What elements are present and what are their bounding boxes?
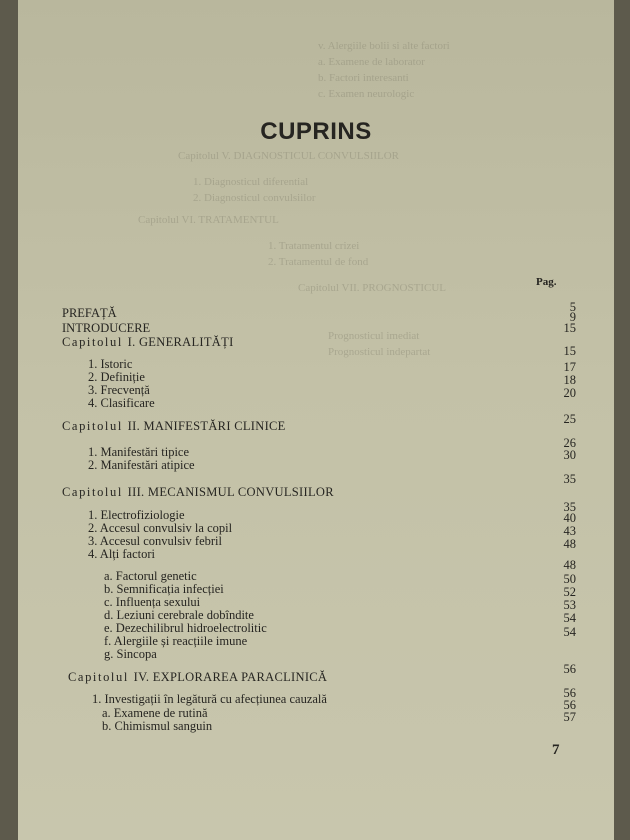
toc-row: 4. Alți factori xyxy=(88,547,155,561)
toc-row: 2. Definiție 18 xyxy=(88,370,576,387)
toc-row: 4. Clasificare xyxy=(88,396,155,410)
ghost-text: b. Factori interesanti xyxy=(318,72,409,84)
toc-row: 35 xyxy=(563,500,576,514)
toc-row: f. Alergiile și reacțiile imune xyxy=(104,634,248,648)
toc-row: 35 xyxy=(563,472,576,486)
toc-row: 3. Accesul convulsiv febril 48 xyxy=(88,534,576,551)
toc-row: 1. Istoric 17 xyxy=(88,357,576,374)
ghost-text: 1. Tratamentul crizei xyxy=(268,240,360,252)
toc-row-chapter-4: Capitolul IV. EXPLORAREA PARACLINICĂ xyxy=(68,670,328,684)
page-title: CUPRINS xyxy=(260,118,372,145)
toc-row-introducere: INTRODUCERE 15 xyxy=(62,321,576,335)
toc-row: e. Dezechilibrul hidroelectrolitic 54 xyxy=(104,621,576,639)
book-page xyxy=(18,0,614,840)
ghost-text: c. Examen neurologic xyxy=(318,88,415,100)
toc-row: 1. Investigații în legătură cu afecțiunea cauzală 56 xyxy=(92,692,576,712)
ghost-text: 2. Tratamentul de fond xyxy=(268,256,369,268)
ghost-text: 2. Diagnosticul convulsiilor xyxy=(193,192,316,204)
toc-row: 3. Frecvență 20 xyxy=(88,383,576,400)
ghost-text: a. Examene de laborator xyxy=(318,56,425,68)
ghost-text: 1. Diagnosticul diferential xyxy=(193,176,309,188)
ghost-text: Prognosticul imediat xyxy=(328,330,420,342)
toc-row: 15 xyxy=(563,344,576,358)
toc-row-chapter-1: Capitolul I. GENERALITĂȚI xyxy=(62,335,234,349)
toc-row-prefata: PREFAȚĂ 9 xyxy=(62,306,576,324)
toc-row: 25 xyxy=(563,412,576,426)
ghost-text: Prognosticul indepartat xyxy=(328,346,431,358)
toc-row: 1. Manifestări tipice 30 xyxy=(88,445,576,462)
toc-row: 5 xyxy=(569,300,576,314)
toc-row: 26 xyxy=(563,436,576,450)
toc-row: b. Chimismul sanguin xyxy=(102,719,213,733)
ghost-text: Capitolul VI. TRATAMENTUL xyxy=(138,214,279,226)
toc-row: a. Examene de rutină 57 xyxy=(102,706,576,724)
page-number: 7 xyxy=(552,742,560,758)
ghost-text: v. Alergiile bolii si alte factori xyxy=(318,40,450,52)
toc-row-chapter-2: Capitolul II. MANIFESTĂRI CLINICE xyxy=(62,419,286,433)
toc-row: b. Semnificația infecției 52 xyxy=(104,582,576,599)
toc-row: 1. Electrofiziologie 40 xyxy=(88,508,576,525)
ghost-text: Capitolul V. DIAGNOSTICUL CONVULSIILOR xyxy=(178,150,400,162)
toc-row-chapter-3: Capitolul III. MECANISMUL CONVULSIILOR xyxy=(62,485,334,499)
ghost-text: Capitolul VII. PROGNOSTICUL xyxy=(298,282,446,294)
toc-row: d. Leziuni cerebrale dobîndite 54 xyxy=(104,608,576,625)
toc-row: 48 xyxy=(563,558,576,572)
toc-row: 56 xyxy=(563,662,576,676)
toc-row: 56 xyxy=(563,686,576,700)
page-column-label: Pag. xyxy=(536,276,557,288)
toc-row: 2. Accesul convulsiv la copil 43 xyxy=(88,521,576,538)
toc-row: 2. Manifestări atipice xyxy=(88,458,195,472)
toc-row: c. Influența sexului 53 xyxy=(104,595,576,612)
toc-row: a. Factorul genetic 50 xyxy=(104,569,576,586)
toc-row: g. Sincopa xyxy=(104,647,157,661)
